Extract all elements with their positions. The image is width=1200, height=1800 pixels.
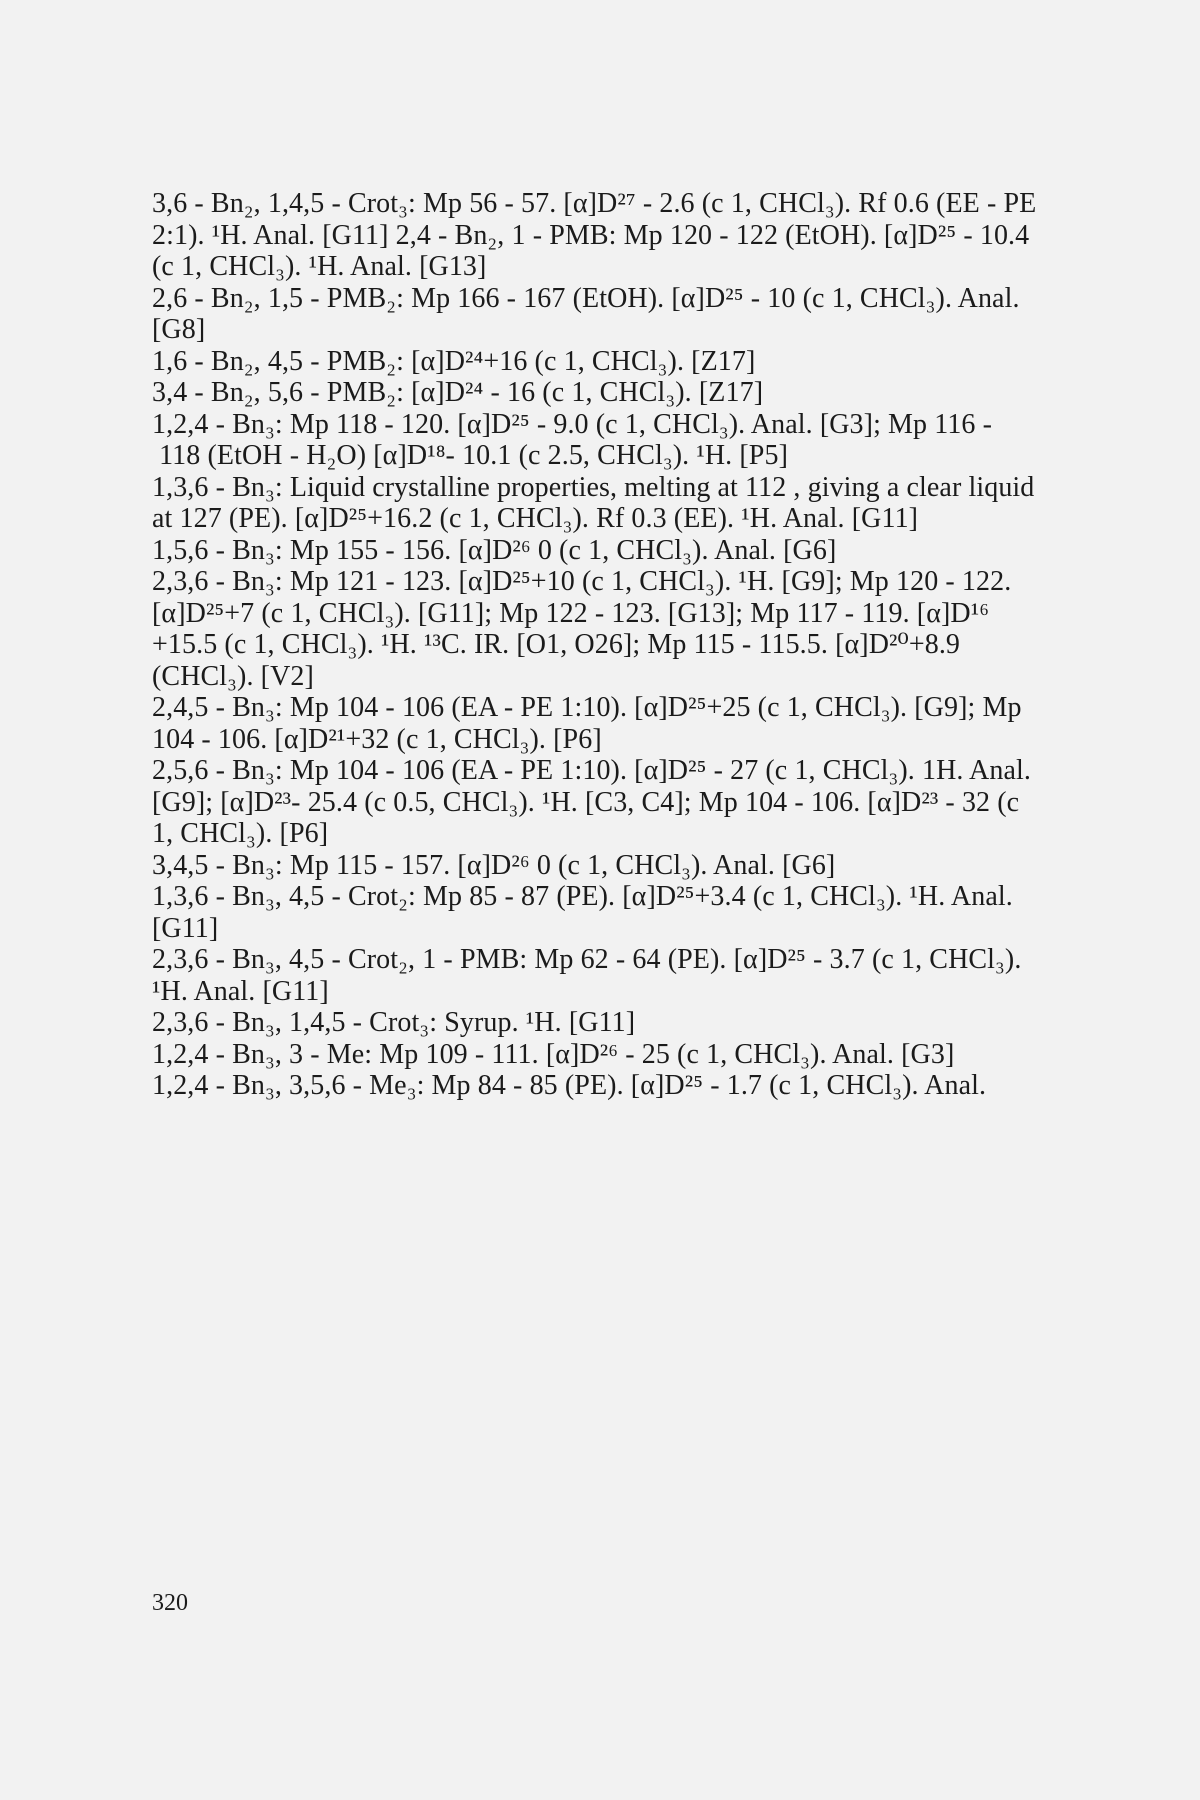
text-line: 3,4 - Bn₂, 5,6 - PMB₂: [α]D²⁴ - 16 (c 1, CHCl₃). [Z17] — [152, 377, 764, 408]
text-line: 1,2,4 - Bn₃, 3,5,6 - Me₃: Mp 84 - 85 (PE). [α]D²⁵ - 1.7 (c 1, CHCl₃). Anal. — [152, 1070, 987, 1101]
text-line: (CHCl₃). [V2] — [152, 660, 314, 692]
text-line: 1,5,6 - Bn₃: Mp 155 - 156. [α]D²⁶ 0 (c 1, CHCl₃). Anal. [G6] — [152, 534, 837, 566]
text-line: 2,3,6 - Bn₃, 4,5 - Crot₂, 1 - PMB: Mp 62 - 64 (PE). [α]D²⁵ - 3.7 (c 1, CHCl₃). — [152, 944, 1022, 975]
text-line: 1, CHCl₃). [P6] — [152, 818, 329, 849]
text-line: 2,4,5 - Bn₃: Mp 104 - 106 (EA - PE 1:10). [α]D²⁵+25 (c 1, CHCl₃). [G9]; Mp — [152, 692, 1022, 723]
text-line: 3,4,5 - Bn₃: Mp 115 - 157. [α]D²⁶ 0 (c 1, CHCl₃). Anal. [G6] — [152, 849, 836, 881]
text-line: 1,3,6 - Bn₃: Liquid crystalline properties, melting at 112 , giving a clear liquid — [152, 471, 1035, 503]
text-line: ¹H. Anal. [G11] — [152, 975, 329, 1007]
text-line: [G8] — [152, 314, 206, 345]
text-line: 2:1). ¹H. Anal. [G11] 2,4 - Bn₂, 1 - PMB: Mp 120 - 122 (EtOH). [α]D²⁵ - 10.4 — [152, 219, 1030, 251]
text-line: 104 - 106. [α]D²¹+32 (c 1, CHCl₃). [P6] — [152, 723, 602, 755]
document-body — [152, 188, 1052, 1102]
text-line: 1,2,4 - Bn₃, 3 - Me: Mp 109 - 111. [α]D²⁶ - 25 (c 1, CHCl₃). Anal. [G3] — [152, 1038, 955, 1070]
text-line: 1,6 - Bn₂, 4,5 - PMB₂: [α]D²⁴+16 (c 1, CHCl₃). [Z17] — [152, 345, 756, 377]
text-line: 3,6 - Bn₂, 1,4,5 - Crot₃: Mp 56 - 57. [α]D²⁷ - 2.6 (c 1, CHCl₃). Rf 0.6 (EE - PE — [152, 188, 1037, 219]
text-line: 2,3,6 - Bn₃, 1,4,5 - Crot₃: Syrup. ¹H. [G11] — [152, 1007, 636, 1038]
text-line: [α]D²⁵+7 (c 1, CHCl₃). [G11]; Mp 122 - 123. [G13]; Mp 117 - 119. [α]D¹⁶ — [152, 597, 990, 629]
text-line: (c 1, CHCl₃). ¹H. Anal. [G13] — [152, 251, 487, 282]
text-line: at 127 (PE). [α]D²⁵+16.2 (c 1, CHCl₃). Rf 0.3 (EE). ¹H. Anal. [G11] — [152, 503, 919, 534]
text-line: 2,6 - Bn₂, 1,5 - PMB₂: Mp 166 - 167 (EtOH). [α]D²⁵ - 10 (c 1, CHCl₃). Anal. — [152, 282, 1020, 314]
text-line: [G11] — [152, 912, 219, 944]
text-line: 2,5,6 - Bn₃: Mp 104 - 106 (EA - PE 1:10). [α]D²⁵ - 27 (c 1, CHCl₃). 1H. Anal. — [152, 755, 1031, 786]
text-line: +15.5 (c 1, CHCl₃). ¹H. ¹³C. IR. [O1, O26]; Mp 115 - 115.5. [α]D²⁰+8.9 — [152, 629, 961, 660]
text-line: 118 (EtOH - H₂O) [α]D¹⁸- 10.1 (c 2.5, CHCl₃). ¹H. [P5] — [152, 440, 789, 471]
text-line: 2,3,6 - Bn₃: Mp 121 - 123. [α]D²⁵+10 (c 1, CHCl₃). ¹H. [G9]; Mp 120 - 122. — [152, 566, 1012, 597]
text-line: 1,2,4 - Bn₃: Mp 118 - 120. [α]D²⁵ - 9.0 (c 1, CHCl₃). Anal. [G3]; Mp 116 - — [152, 408, 993, 440]
text-line: [G9]; [α]D²³- 25.4 (c 0.5, CHCl₃). ¹H. [C3, C4]; Mp 104 - 106. [α]D²³ - 32 (c — [152, 786, 1020, 818]
text-line: 1,3,6 - Bn₃, 4,5 - Crot₂: Mp 85 - 87 (PE). [α]D²⁵+3.4 (c 1, CHCl₃). ¹H. Anal. — [152, 881, 1013, 912]
page-number: 320 — [152, 1590, 188, 1616]
